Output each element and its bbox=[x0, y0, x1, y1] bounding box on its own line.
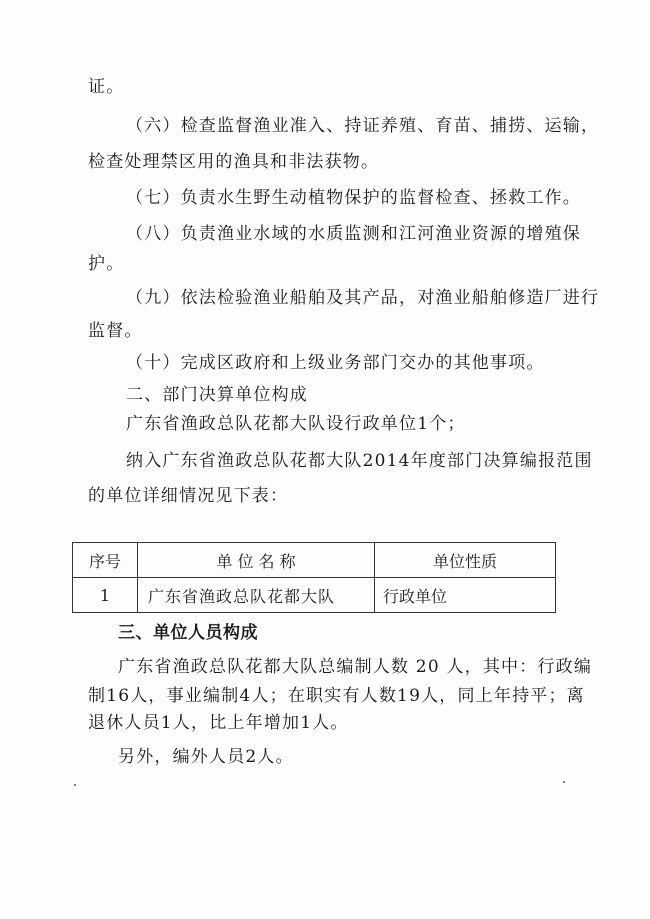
paragraph-line: 广东省渔政总队花都大队总编制人数 20 人，其中：行政编 bbox=[118, 657, 593, 677]
paragraph-line: 制16人，事业编制4人；在职实有人数19人，同上年持平；离 bbox=[88, 686, 585, 706]
paragraph-line: （八）负责渔业水域的水质监测和江河渔业资源的增殖保 bbox=[126, 224, 581, 244]
paragraph-line: 另外，编外人员2人。 bbox=[118, 747, 294, 767]
paragraph-line: （九）依法检验渔业船舶及其产品，对渔业船舶修造厂进行 bbox=[126, 288, 600, 308]
paragraph-line: 纳入广东省渔政总队花都大队2014年度部门决算编报范围 bbox=[126, 451, 593, 471]
table-header-cell: 序号 bbox=[73, 543, 138, 578]
table-cell-type: 行政单位 bbox=[375, 578, 556, 613]
table-row bbox=[73, 578, 556, 613]
unit-table bbox=[72, 542, 556, 613]
paragraph-line: （十）完成区政府和上级业务部门交办的其他事项。 bbox=[126, 353, 545, 373]
table-cell-name: 广东省渔政总队花都大队 bbox=[138, 578, 375, 613]
paragraph-line: 证。 bbox=[88, 77, 125, 97]
paragraph-line: （六）检查监督渔业准入、持证养殖、育苗、捕捞、运输， bbox=[126, 116, 600, 136]
paragraph-line: 退休人员1人，比上年增加1人。 bbox=[88, 713, 349, 733]
table-header-row bbox=[73, 543, 556, 578]
paragraph-line: 护。 bbox=[88, 254, 125, 274]
paragraph-line: 广东省渔政总队花都大队设行政单位1个； bbox=[126, 414, 466, 434]
table-cell-index: 1 bbox=[73, 578, 138, 613]
paragraph-line: 检查处理禁区用的渔具和非法获物。 bbox=[88, 152, 380, 172]
scan-speck bbox=[74, 784, 76, 786]
section-heading: 三、单位人员构成 bbox=[118, 623, 258, 643]
scan-speck bbox=[563, 781, 565, 783]
paragraph-line: 的单位详细情况见下表： bbox=[88, 486, 289, 506]
paragraph-line: 监督。 bbox=[88, 321, 143, 341]
table-header-cell: 单 位 名 称 bbox=[138, 543, 375, 578]
paragraph-line: （七）负责水生野生动植物保护的监督检查、拯救工作。 bbox=[126, 188, 581, 208]
section-heading: 二、部门决算单位构成 bbox=[126, 385, 308, 405]
table-header-cell: 单位性质 bbox=[375, 543, 556, 578]
